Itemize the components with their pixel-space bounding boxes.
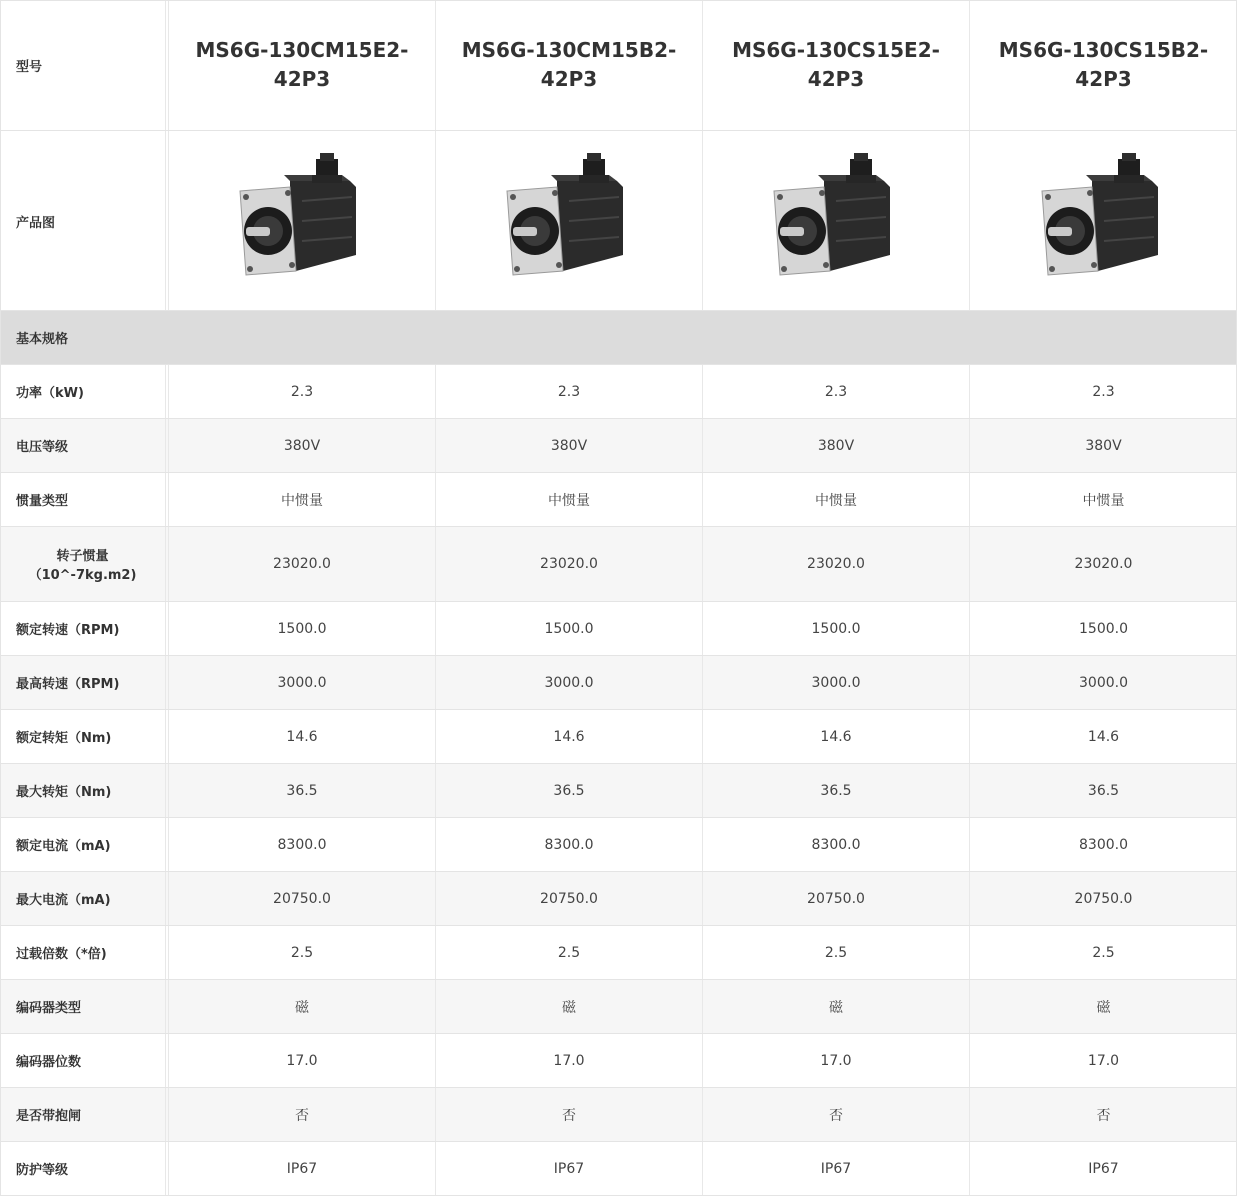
row-value: 1500.0: [435, 602, 702, 655]
row-value: 中惯量: [702, 473, 969, 526]
row-value: 3000.0: [168, 656, 435, 709]
row-value: IP67: [702, 1142, 969, 1195]
row-label: 额定转速（RPM): [0, 602, 166, 655]
row-value: 2.5: [969, 926, 1237, 979]
row-value: 2.3: [702, 365, 969, 418]
row-value: 23020.0: [168, 527, 435, 601]
row-label: 额定转矩（Nm): [0, 710, 166, 763]
row-label: 转子惯量（10^-7kg.m2): [0, 527, 166, 601]
product-image-2: [435, 131, 702, 311]
row-value: 3000.0: [969, 656, 1237, 709]
row-value: 20750.0: [435, 872, 702, 925]
row-value: 否: [969, 1088, 1237, 1141]
row-value: 中惯量: [168, 473, 435, 526]
row-value: 1500.0: [168, 602, 435, 655]
row-value: 1500.0: [702, 602, 969, 655]
product-image-3: [702, 131, 969, 311]
row-value: 2.3: [168, 365, 435, 418]
row-value: 3000.0: [702, 656, 969, 709]
row-value: 380V: [969, 419, 1237, 472]
row-value: IP67: [969, 1142, 1237, 1195]
row-value: 否: [168, 1088, 435, 1141]
row-value: 中惯量: [969, 473, 1237, 526]
row-value: 8300.0: [168, 818, 435, 871]
row-value: 20750.0: [702, 872, 969, 925]
row-value: 17.0: [702, 1034, 969, 1087]
section-title: 基本规格: [16, 332, 69, 347]
row-value: 3000.0: [435, 656, 702, 709]
row-value: IP67: [168, 1142, 435, 1195]
row-value: 380V: [168, 419, 435, 472]
row-value: 23020.0: [702, 527, 969, 601]
row-value: 380V: [435, 419, 702, 472]
row-value: 2.5: [702, 926, 969, 979]
row-label: 额定电流（mA): [0, 818, 166, 871]
row-value: 14.6: [168, 710, 435, 763]
row-value: 17.0: [435, 1034, 702, 1087]
row-label: 防护等级: [0, 1142, 166, 1195]
servo-motor-icon: [1034, 151, 1174, 291]
row-label: 功率（kW): [0, 365, 166, 418]
row-label: 最大电流（mA): [0, 872, 166, 925]
model-header-2: MS6G-130CM15B2-42P3: [435, 0, 702, 130]
row-value: 23020.0: [969, 527, 1237, 601]
row-value: 20750.0: [168, 872, 435, 925]
row-value: 17.0: [168, 1034, 435, 1087]
row-value: 23020.0: [435, 527, 702, 601]
row-value: 磁: [702, 980, 969, 1033]
servo-motor-icon: [499, 151, 639, 291]
row-value: 否: [435, 1088, 702, 1141]
servo-motor-icon: [766, 151, 906, 291]
row-value: 磁: [969, 980, 1237, 1033]
model-header-3: MS6G-130CS15E2-42P3: [702, 0, 969, 130]
row-label: 过载倍数（*倍): [0, 926, 166, 979]
row-value: 2.5: [168, 926, 435, 979]
row-value: 36.5: [435, 764, 702, 817]
row-label: 是否带抱闸: [0, 1088, 166, 1141]
row-value: 2.3: [435, 365, 702, 418]
row-label: 最高转速（RPM): [0, 656, 166, 709]
row-label: 编码器类型: [0, 980, 166, 1033]
row-value: IP67: [435, 1142, 702, 1195]
row-label: 编码器位数: [0, 1034, 166, 1087]
row-value: 2.3: [969, 365, 1237, 418]
product-image-4: [969, 131, 1237, 311]
row-value: 380V: [702, 419, 969, 472]
row-value: 36.5: [168, 764, 435, 817]
row-value: 36.5: [702, 764, 969, 817]
row-value: 中惯量: [435, 473, 702, 526]
row-label: 电压等级: [0, 419, 166, 472]
header-label: 型号: [0, 0, 166, 130]
model-header-4: MS6G-130CS15B2-42P3: [969, 0, 1237, 130]
row-value: 磁: [435, 980, 702, 1033]
row-value: 1500.0: [969, 602, 1237, 655]
row-value: 8300.0: [702, 818, 969, 871]
row-value: 14.6: [969, 710, 1237, 763]
image-row-label: 产品图: [0, 131, 166, 311]
row-value: 8300.0: [435, 818, 702, 871]
row-value: 36.5: [969, 764, 1237, 817]
row-label: 惯量类型: [0, 473, 166, 526]
row-value: 14.6: [435, 710, 702, 763]
servo-motor-icon: [232, 151, 372, 291]
model-header-1: MS6G-130CM15E2-42P3: [168, 0, 435, 130]
row-value: 否: [702, 1088, 969, 1141]
row-value: 2.5: [435, 926, 702, 979]
row-value: 14.6: [702, 710, 969, 763]
row-value: 20750.0: [969, 872, 1237, 925]
row-value: 17.0: [969, 1034, 1237, 1087]
row-value: 8300.0: [969, 818, 1237, 871]
row-label: 最大转矩（Nm): [0, 764, 166, 817]
product-image-1: [168, 131, 435, 311]
row-value: 磁: [168, 980, 435, 1033]
